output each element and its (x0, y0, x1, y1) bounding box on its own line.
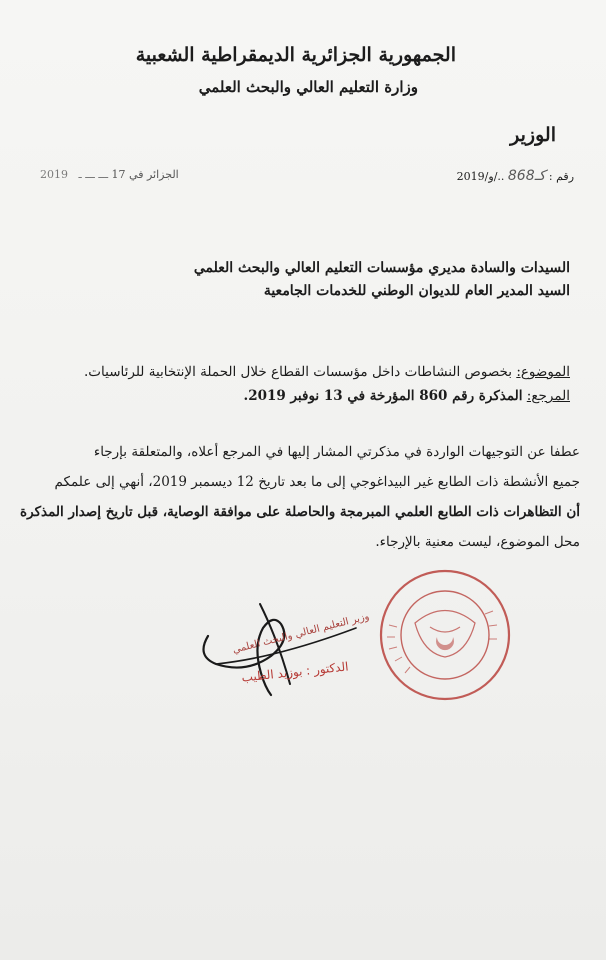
body-line: جميع الأنشطة ذات الطابع غير البيداغوجي إلى ما بعد تاريخ 12 ديسمبر 2019، أنهي إلى علمكم (54, 474, 580, 490)
reference-handwritten: كـ868 (507, 168, 546, 184)
ministry-heading: وزارة التعليم العالي والبحث العلمي (198, 78, 418, 96)
reference-suffix: ../و/2019 (456, 170, 505, 183)
body-line: محل الموضوع، ليست معنية بالإرجاء. (375, 534, 580, 550)
reference-line-label: المرجع: (526, 388, 570, 404)
letter-body (18, 437, 580, 557)
subject-text: بخصوص النشاطات داخل مؤسسات القطاع خلال الحملة الإنتخابية للرئاسيات. (84, 364, 513, 380)
reference-label: رقم : (548, 170, 574, 183)
recipient-line: السيدات والسادة مديري مؤسسات التعليم العالي والبحث العلمي (193, 260, 570, 276)
date-rest: ـــ ـــ ـ ‌ ‌ 2019 (40, 168, 109, 181)
republic-heading: الجمهورية الجزائرية الديمقراطية الشعبية (135, 44, 456, 66)
subject-label: الموضوع: (516, 364, 570, 380)
signer-name: الدكتور : بوزيد الطيب (240, 659, 350, 685)
place-date (40, 168, 179, 181)
signature-title: وزير التعليم العالي والبحث العلمي (231, 611, 371, 656)
date-day: 17 (111, 168, 126, 181)
recipient-line: السيد المدير العام للديوان الوطني للخدمات الجامعية (263, 283, 570, 299)
body-line: عطفا عن التوجيهات الواردة في مذكرتي المشار إليها في المرجع أعلاه، والمتعلقة بإرجاء (93, 444, 580, 460)
subject-line (30, 360, 570, 384)
official-seal-stamp (375, 565, 515, 705)
body-line: أن التظاهرات ذات الطابع العلمي المبرمجة والحاصلة على موافقة الوصاية، قبل تاريخ إصدار المذكرة (20, 504, 580, 520)
minister-title: الوزير (510, 124, 556, 146)
reference-line (30, 384, 570, 408)
recipients-block (50, 257, 570, 303)
reference-number (457, 168, 574, 184)
subject-block (30, 360, 570, 408)
place-label: الجزائر في (129, 168, 179, 181)
reference-line-text: المذكرة رقم 860 المؤرخة في 13 نوفبر 2019. (243, 388, 523, 404)
